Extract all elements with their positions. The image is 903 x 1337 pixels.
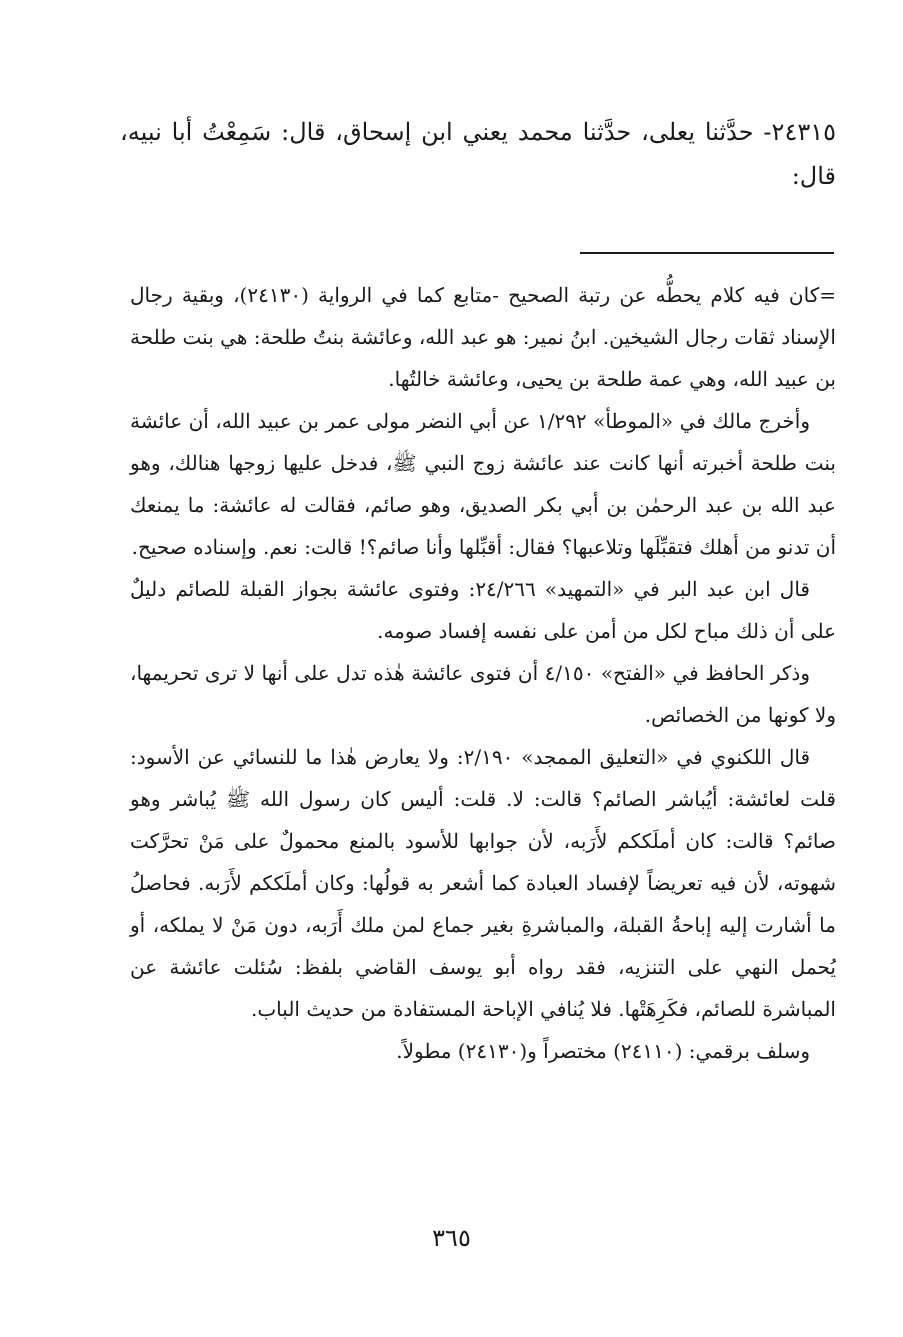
hadith-text-block (120, 110, 836, 198)
footnotes-block (130, 274, 836, 1072)
footnote-paragraph: قال اللكنوي في «التعليق الممجد» ٢/١٩٠: ولا يعارض هٰذا ما للنسائي عن الأسود: قلت لعائشة: أيُباشر الصائم؟ قالت: لا. قلت: أليس كان رسول الله ﷺ يُباشر وهو صائم؟ قالت: كان أملَككم لأَرَبه، لأن جوابها للأسود بالمنع محمولٌ على مَنْ تحرَّكت شهوته، لأن فيه تعريضاً لإفساد العبادة كما أشعر به قولُها: وكان أملَككم لأَرَبه. فحاصلُ ما أشارت إليه إباحةُ القبلة، والمباشرةِ بغير جماع لمن ملك أَرَبه، دون مَنْ لا يملكه، أو يُحمل النهي على التنزيه، فقد رواه أبو يوسف القاضي بلفظ: سُئلت عائشة عن المباشرة للصائم، فكَرِهَتْها. فلا يُنافي الإباحة المستفادة من حديث الباب. (130, 745, 836, 1021)
footnote-separator (580, 252, 834, 254)
footnote-paragraph: وأخرج مالك في «الموطأ» ١/٢٩٢ عن أبي النضر مولى عمر بن عبيد الله، أن عائشة بنت طلحة أخبرته أنها كانت عند عائشة زوج النبي ﷺ، فدخل عليها زوجها هنالك، وهو عبد الله بن عبد الرحمٰن بن أبي بكر الصديق، وهو صائم، فقالت له عائشة: ما يمنعك أن تدنو من أهلك فتقبِّلَها وتلاعبها؟ فقال: أقبِّلها وأنا صائم؟! قالت: نعم. وإسناده صحيح. (130, 409, 836, 559)
page-number: ٣٦٥ (432, 1224, 471, 1252)
footnote-paragraph: وسلف برقمي: (٢٤١١٠) مختصراً و(٢٤١٣٠) مطولاً. (396, 1039, 810, 1063)
footnote-paragraph: قال ابن عبد البر في «التمهيد» ٢٤/٢٦٦: وفتوى عائشة بجواز القبلة للصائم دليلٌ على أن ذلك مباح لكل من أمن على نفسه إفساد صومه. (130, 577, 836, 643)
footnote-paragraph: وذكر الحافظ في «الفتح» ٤/١٥٠ أن فتوى عائشة هٰذه تدل على أنها لا ترى تحريمها، ولا كونها من الخصائص. (130, 661, 836, 727)
footnote-paragraph: =كان فيه كلام يحطُّه عن رتبة الصحيح -متابع كما في الرواية (٢٤١٣٠)، وبقية رجال الإسناد ثقات رجال الشيخين. ابنُ نمير: هو عبد الله، وعائشة بنتُ طلحة: هي بنت طلحة بن عبيد الله، وهي عمة طلحة بن يحيى، وعائشة خالتُها. (130, 283, 836, 391)
hadith-24315: ٢٤٣١٥- حدَّثنا يعلى، حدَّثنا محمد يعني ابن إسحاق، قال: سَمِعْتُ أبا نبيه، قال: (120, 118, 836, 190)
